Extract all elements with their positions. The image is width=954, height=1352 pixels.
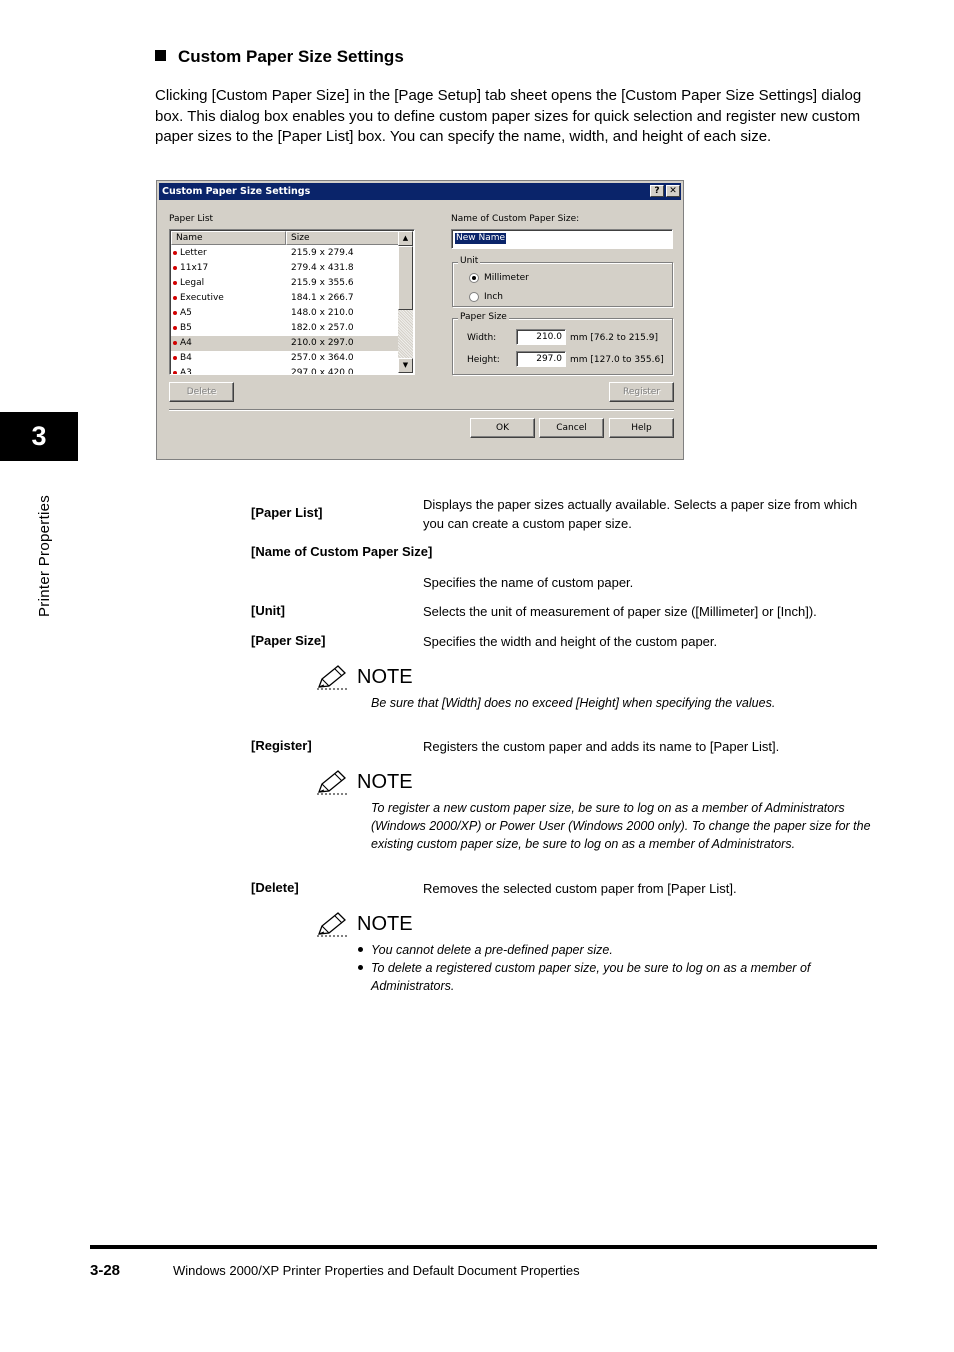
paper-list-row[interactable]: [171, 306, 399, 321]
note-delete-bullet-2-text: To delete a registered custom paper size, you be sure to log on as a member of Administrators.: [371, 961, 811, 993]
chapter-number-tab: 3: [0, 412, 78, 461]
custom-paper-name-input[interactable]: [451, 229, 673, 249]
note-label: NOTE: [357, 666, 413, 688]
paper-size: 215.9 x 355.6: [291, 278, 354, 288]
note-pencil-icon: [316, 911, 348, 937]
paper-list-row[interactable]: [171, 336, 399, 351]
term-paper-size: [Paper Size]: [251, 633, 326, 648]
paper-bullet-icon: [173, 266, 177, 270]
cancel-button[interactable]: Cancel: [539, 418, 604, 438]
paper-name: B5: [180, 323, 192, 333]
paper-size-group-label: Paper Size: [460, 312, 507, 322]
paper-list-row[interactable]: [171, 261, 399, 276]
section-heading: [155, 47, 404, 67]
note-delete-bullet-1: [371, 941, 876, 959]
chapter-side-title: [22, 472, 70, 622]
note-delete-bullet-2: [371, 959, 876, 995]
custom-paper-size-dialog: [156, 180, 684, 460]
paper-list-row[interactable]: [171, 291, 399, 306]
column-header-name[interactable]: Name: [171, 231, 286, 245]
square-bullet-icon: [155, 50, 166, 61]
note-label: NOTE: [357, 913, 413, 935]
paper-list[interactable]: [169, 229, 415, 375]
help-icon[interactable]: ?: [650, 185, 664, 197]
term-paper-list: [Paper List]: [251, 505, 323, 520]
paper-size: 257.0 x 364.0: [291, 353, 354, 363]
desc-delete: Removes the selected custom paper from [Paper List].: [423, 881, 737, 896]
column-header-size[interactable]: Size: [286, 231, 400, 245]
paper-bullet-icon: [173, 296, 177, 300]
desc-register: Registers the custom paper and adds its name to [Paper List].: [423, 739, 780, 754]
paper-list-scrollbar[interactable]: [398, 231, 413, 373]
note-pencil-icon: [316, 769, 348, 795]
paper-list-row[interactable]: [171, 246, 399, 261]
term-name-of-custom-paper-size: [Name of Custom Paper Size]: [251, 544, 433, 559]
unit-group: [452, 256, 673, 307]
height-range: mm [127.0 to 355.6]: [570, 355, 664, 365]
paper-list-row[interactable]: [171, 351, 399, 366]
paper-list-row[interactable]: [171, 276, 399, 291]
scroll-up-icon[interactable]: ▲: [398, 231, 413, 246]
paper-list-header: [171, 231, 400, 245]
note-label: NOTE: [357, 771, 413, 793]
help-button[interactable]: Help: [609, 418, 674, 438]
scroll-thumb[interactable]: [398, 246, 413, 310]
term-delete: [Delete]: [251, 880, 299, 895]
note-paper-size-text: Be sure that [Width] does no exceed [Height] when specifying the values.: [371, 696, 776, 710]
height-label: Height:: [467, 355, 500, 365]
paper-size: 297.0 x 420.0: [291, 368, 354, 374]
dialog-titlebar: [159, 183, 681, 200]
width-range: mm [76.2 to 215.9]: [570, 333, 658, 343]
desc-paper-size: Specifies the width and height of the custom paper.: [423, 634, 718, 649]
radio-millimeter-label[interactable]: Millimeter: [484, 273, 529, 283]
paper-bullet-icon: [173, 371, 177, 374]
paper-bullet-icon: [173, 326, 177, 330]
paper-bullet-icon: [173, 311, 177, 315]
paper-size: 148.0 x 210.0: [291, 308, 354, 318]
page-number: 3-28: [90, 1262, 121, 1279]
radio-millimeter[interactable]: [469, 273, 479, 283]
desc-unit: Selects the unit of measurement of paper size ([Millimeter] or [Inch]).: [423, 604, 817, 619]
bullet-icon: [358, 947, 363, 952]
paper-name: A3: [180, 368, 192, 374]
close-icon[interactable]: ✕: [666, 185, 680, 197]
footer-title: Windows 2000/XP Printer Properties and Default Document Properties: [173, 1263, 580, 1278]
note-pencil-icon: [316, 664, 348, 690]
paper-size: 210.0 x 297.0: [291, 338, 354, 348]
paper-size: 215.9 x 279.4: [291, 248, 354, 258]
paper-bullet-icon: [173, 251, 177, 255]
paper-name: A5: [180, 308, 192, 318]
term-register: [Register]: [251, 738, 312, 753]
paper-list-label: Paper List: [169, 214, 214, 224]
register-button[interactable]: Register: [609, 382, 674, 402]
delete-button[interactable]: Delete: [169, 382, 234, 402]
paper-size: 184.1 x 266.7: [291, 293, 354, 303]
dialog-title: Custom Paper Size Settings: [162, 186, 311, 197]
radio-inch[interactable]: [469, 292, 479, 302]
paper-name: Executive: [180, 293, 224, 303]
width-input[interactable]: 210.0: [516, 329, 566, 345]
paper-name: Letter: [180, 248, 207, 258]
paper-list-rows: [170, 246, 399, 374]
desc-name-of-custom-paper-size: Specifies the name of custom paper.: [423, 575, 634, 590]
paper-list-row[interactable]: [171, 321, 399, 336]
footer-rule: [90, 1245, 877, 1249]
chapter-side-title-text: Printer Properties: [36, 494, 53, 617]
paper-size-group: [452, 312, 673, 375]
paper-size: 279.4 x 431.8: [291, 263, 354, 273]
dialog-separator: [169, 409, 674, 411]
scroll-down-icon[interactable]: ▼: [398, 358, 413, 373]
custom-paper-name-value: New Name: [456, 233, 506, 243]
note-delete-bullet-1-text: You cannot delete a pre-defined paper size.: [371, 943, 613, 957]
radio-inch-label[interactable]: Inch: [484, 292, 504, 302]
term-unit: [Unit]: [251, 603, 285, 618]
ok-button[interactable]: OK: [470, 418, 535, 438]
paper-name: B4: [180, 353, 192, 363]
paper-bullet-icon: [173, 356, 177, 360]
paper-bullet-icon: [173, 341, 177, 345]
note-register-text: To register a new custom paper size, be sure to log on as a member of Administrators (Windows 2000/XP) or Power User (Windows 2000 only). To change the paper size for the existing custom paper size, be sure to log on as a member of Administrators.: [371, 801, 871, 851]
paper-name: 11x17: [180, 263, 209, 273]
paper-bullet-icon: [173, 281, 177, 285]
desc-paper-list: Displays the paper sizes actually available. Selects a paper size from which you can create a custom paper size.: [423, 497, 858, 531]
paper-size: 182.0 x 257.0: [291, 323, 354, 333]
unit-group-label: Unit: [460, 256, 479, 266]
paper-list-row[interactable]: [171, 366, 399, 374]
intro-paragraph: Clicking [Custom Paper Size] in the [Page Setup] tab sheet opens the [Custom Paper Size Settings] dialog box. This dialog box enables you to define custom paper sizes for quick selection and register new custom paper sizes to the [Paper List] box. You can specify the name, width, and height of each size.: [155, 87, 862, 145]
width-label: Width:: [467, 333, 497, 343]
paper-name: Legal: [180, 278, 205, 288]
height-input[interactable]: 297.0: [516, 351, 566, 367]
bullet-icon: [358, 965, 363, 970]
name-of-custom-paper-size-label: Name of Custom Paper Size:: [451, 214, 580, 224]
section-heading-text: Custom Paper Size Settings: [178, 47, 404, 66]
paper-name: A4: [180, 338, 192, 348]
